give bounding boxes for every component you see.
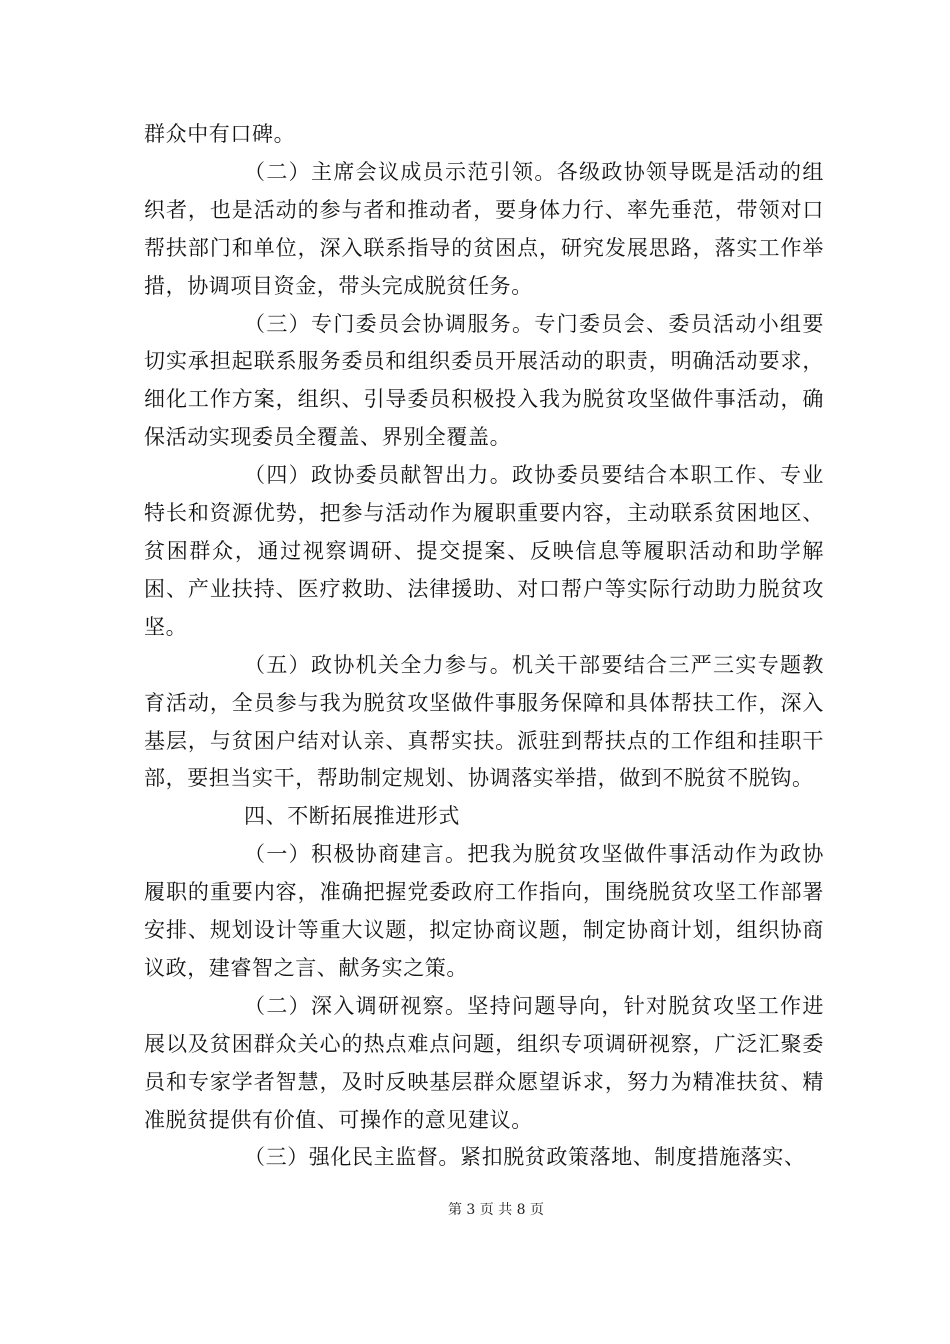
section-heading-four: 四、不断拓展推进形式 xyxy=(244,804,460,829)
paragraph-organ-participation: （五）政协机关全力参与。机关干部要结合三严三实专题教育活动，全员参与我为脱贫攻坚做件事服务保障和具体帮扶工作，深入基层，与贫困户结对认亲、真帮实扶。派驻到帮扶点的工作组和挂职干部，要担当实干，帮助制定规划、协调落实举措，做到不脱贫不脱钩。 xyxy=(144,652,824,791)
paragraph-member-contribution: （四）政协委员献智出力。政协委员要结合本职工作、专业特长和资源优势，把参与活动作为履职重要内容，主动联系贫困地区、贫困群众，通过视察调研、提交提案、反映信息等履职活动和助学解困、产业扶持、医疗救助、法律援助、对口帮户等实际行动助力脱贫攻坚。 xyxy=(144,463,824,639)
paragraph-chair-leadership: （二）主席会议成员示范引领。各级政协领导既是活动的组织者，也是活动的参与者和推动者，要身体力行、率先垂范，带领对口帮扶部门和单位，深入联系指导的贫困点，研究发展思路，落实工作举措，协调项目资金，带头完成脱贫任务。 xyxy=(144,159,824,298)
paragraph-supervision: （三）强化民主监督。紧扣脱贫政策落地、制度措施落实、 xyxy=(244,1145,806,1170)
paragraph-research: （二）深入调研视察。坚持问题导向，针对脱贫攻坚工作进展以及贫困群众关心的热点难点问题，组织专项调研视察，广泛汇聚委员和专家学者智慧，及时反映基层群众愿望诉求，努力为精准扶贫、精准脱贫提供有价值、可操作的意见建议。 xyxy=(144,993,824,1132)
document-body xyxy=(144,116,824,1177)
paragraph-committee-service: （三）专门委员会协调服务。专门委员会、委员活动小组要切实承担起联系服务委员和组织委员开展活动的职责，明确活动要求，细化工作方案，组织、引导委员积极投入我为脱贫攻坚做件事活动，确保活动实现委员全覆盖、界别全覆盖。 xyxy=(144,311,824,450)
paragraph-continuation: 群众中有口碑。 xyxy=(144,122,296,146)
page-number-footer: 第 3 页 共 8 页 xyxy=(447,1202,545,1218)
paragraph-consultation: （一）积极协商建言。把我为脱贫攻坚做件事活动作为政协履职的重要内容，准确把握党委政府工作指向，围绕脱贫攻坚工作部署安排、规划设计等重大议题，拟定协商议题，制定协商计划，组织协商议政，建睿智之言、献务实之策。 xyxy=(144,842,824,980)
